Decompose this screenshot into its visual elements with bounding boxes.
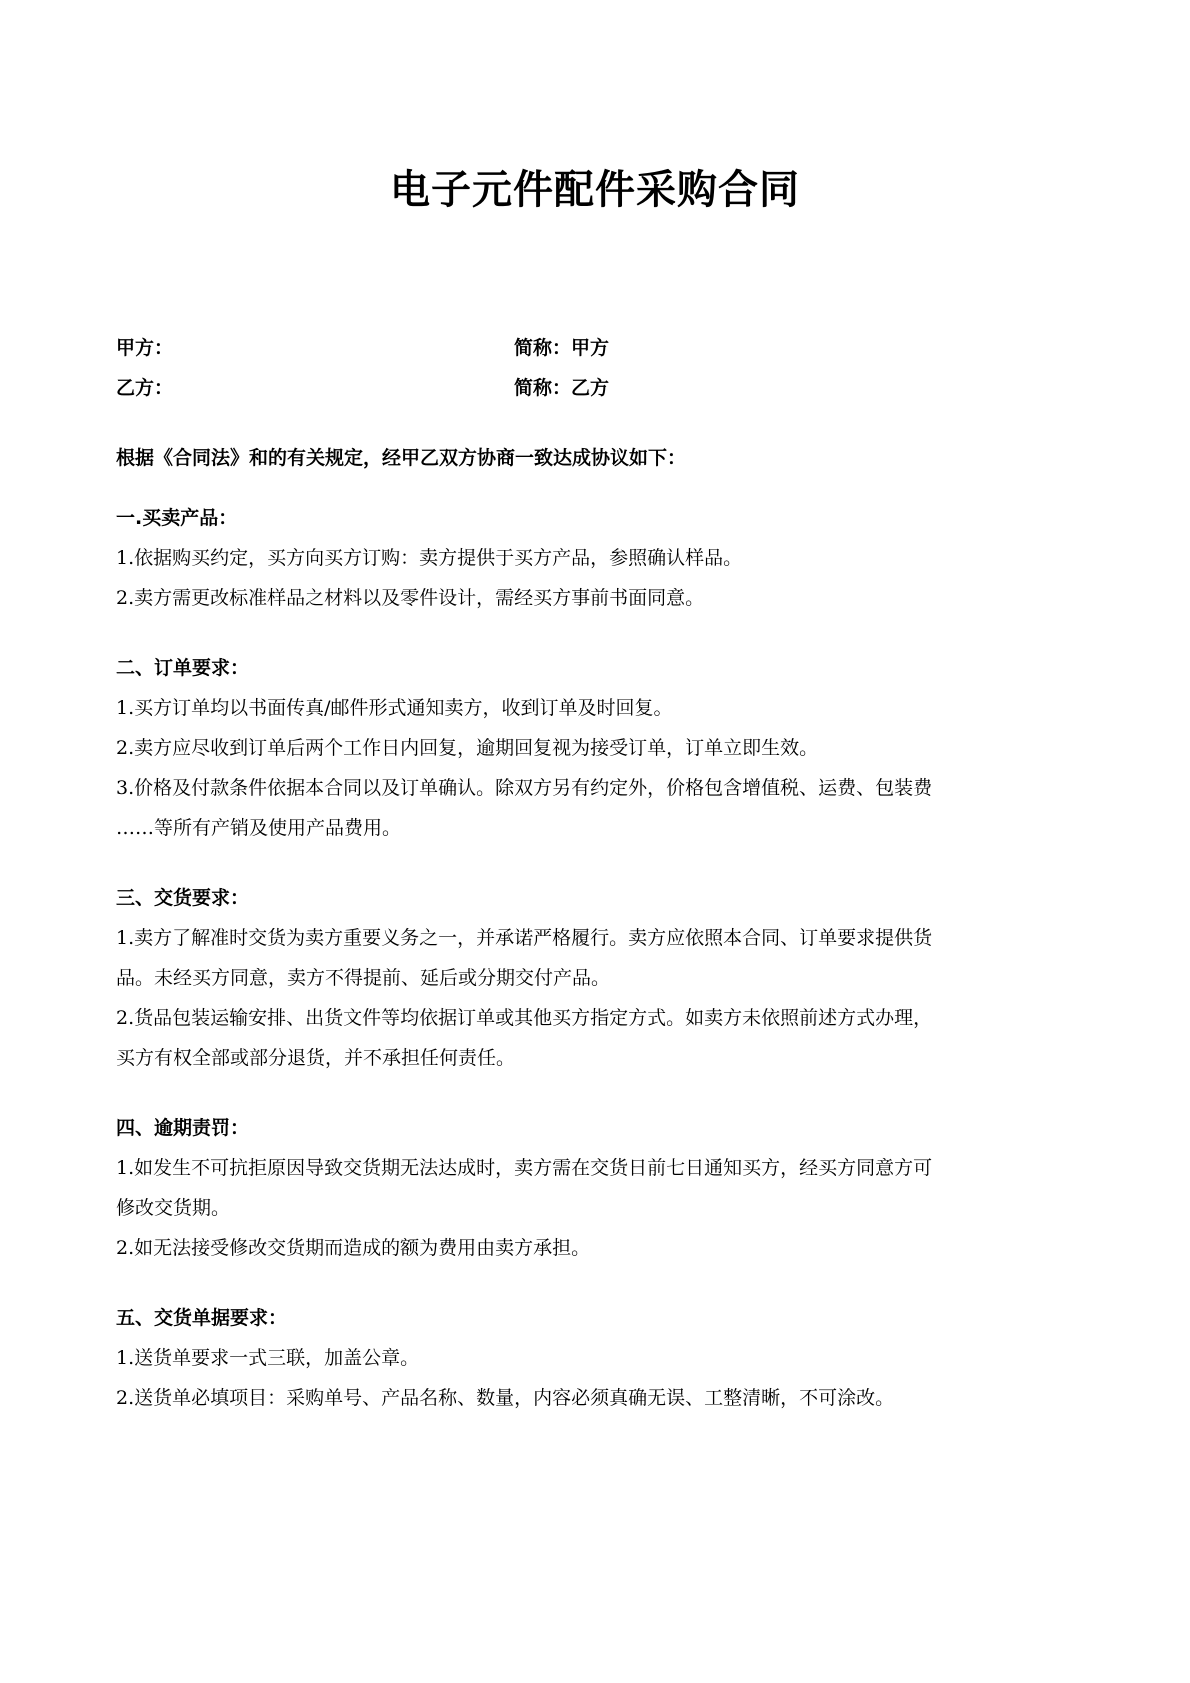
clause-line: 2.如无法接受修改交货期而造成的额为费用由卖方承担。 [116,1237,591,1259]
clause-line: 修改交货期。 [116,1197,231,1219]
document-title: 电子元件配件采购合同 [390,167,800,213]
preamble: 根据《合同法》和的有关规定，经甲乙双方协商一致达成协议如下： [116,447,687,469]
clause-line: 1.买方订单均以书面传真/邮件形式通知卖方，收到订单及时回复。 [116,697,673,719]
clause-line: 2.卖方应尽收到订单后两个工作日内回复，逾期回复视为接受订单，订单立即生效。 [116,737,819,759]
clause-line: 买方有权全部或部分退货，并不承担任何责任。 [116,1047,516,1069]
party-b-label: 乙方： [116,377,174,399]
section-heading: 五、交货单据要求： [116,1307,288,1329]
party-a-short-name: 简称：甲方 [514,337,610,359]
clause-line: 2.送货单必填项目：采购单号、产品名称、数量，内容必须真确无误、工整清晰，不可涂改。 [116,1387,895,1409]
section-heading: 一.买卖产品： [116,507,238,529]
clause-line: 1.如发生不可抗拒原因导致交货期无法达成时，卖方需在交货日前七日通知买方，经买方同意方可 [116,1157,933,1179]
party-a-label: 甲方： [116,337,174,359]
party-b-short-name: 简称：乙方 [514,377,610,399]
clause-line: 1.依据购买约定，买方向买方订购：卖方提供于买方产品，参照确认样品。 [116,547,743,569]
clause-line: 品。未经买方同意，卖方不得提前、延后或分期交付产品。 [116,967,611,989]
section-heading: 二、订单要求： [116,657,250,679]
clause-line: ……等所有产销及使用产品费用。 [116,817,402,839]
clause-line: 1.卖方了解准时交货为卖方重要义务之一，并承诺严格履行。卖方应依照本合同、订单要求提供货 [116,927,933,949]
clause-line: 2.货品包装运输安排、出货文件等均依据订单或其他买方指定方式。如卖方未依照前述方式办理， [116,1007,933,1029]
clause-line: 1.送货单要求一式三联，加盖公章。 [116,1347,420,1369]
clause-line: 3.价格及付款条件依据本合同以及订单确认。除双方另有约定外，价格包含增值税、运费、包装费 [116,777,933,799]
section-heading: 三、交货要求： [116,887,250,909]
section-heading: 四、逾期责罚： [116,1117,250,1139]
clause-line: 2.卖方需更改标准样品之材料以及零件设计，需经买方事前书面同意。 [116,587,705,609]
